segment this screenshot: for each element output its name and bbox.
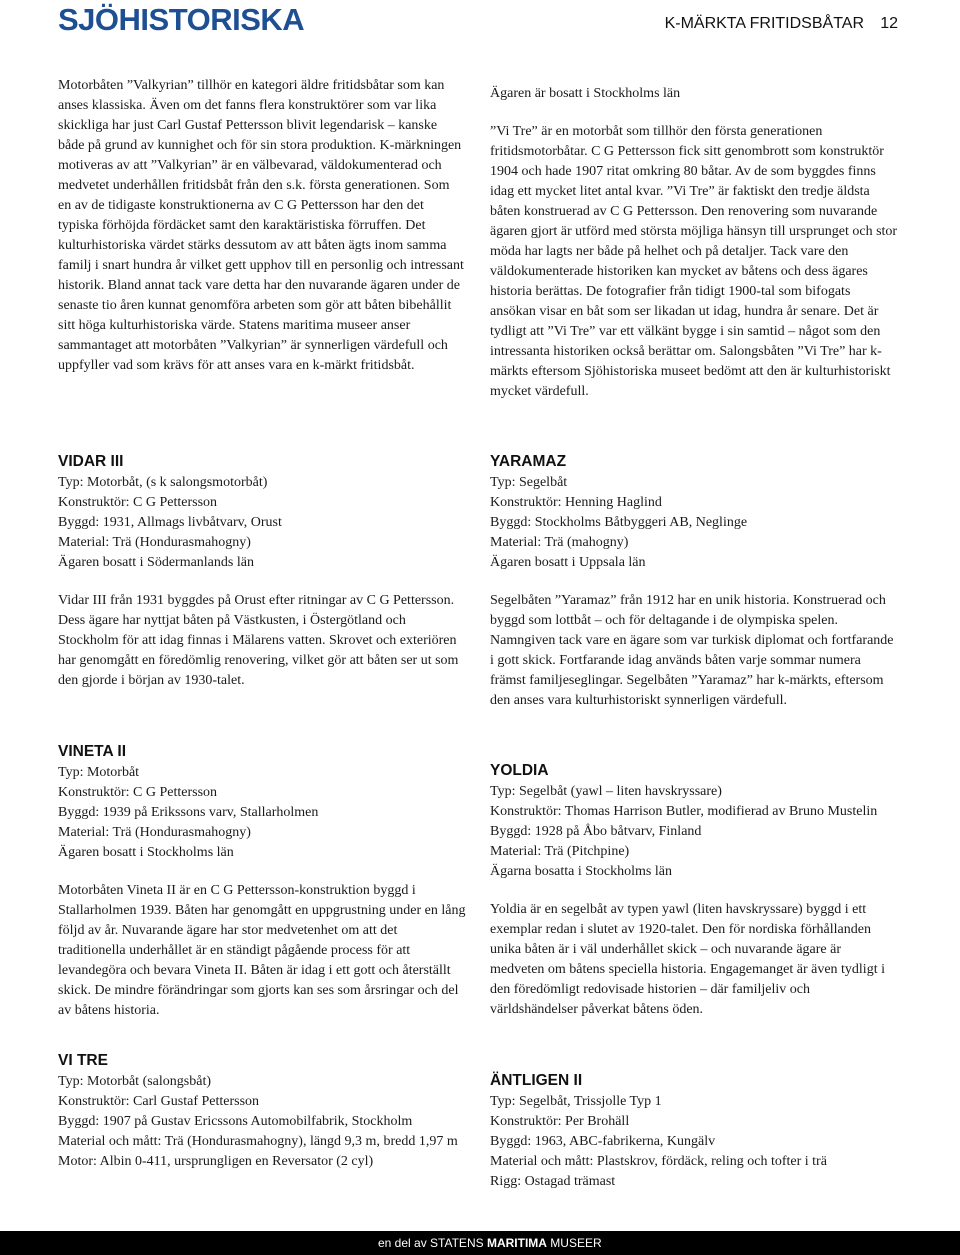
boat-fact: Konstruktör: C G Pettersson bbox=[58, 495, 218, 510]
boat-name: ÄNTLIGEN II bbox=[490, 1072, 583, 1089]
boat-yoldia bbox=[490, 761, 898, 1020]
boat-fact: Material: Trä (Pitchpine) bbox=[490, 844, 630, 859]
boat-description: Vidar III från 1931 byggdes på Orust efter ritningar av C G Pettersson. Dess ägare har nyttjat båten på Västkusten, i Östergötland och Stockholm för att idag finnas i Mälarens vatten. Skrovet och exteriören har genomgått en föredömlig renovering, vilket gör att båten ser ut som den gjorde i början av 1930-talet. bbox=[58, 593, 459, 688]
boat-name: YARAMAZ bbox=[490, 453, 567, 470]
boat-name: VI TRE bbox=[58, 1052, 108, 1069]
boat-fact: Konstruktör: C G Pettersson bbox=[58, 785, 218, 800]
boat-fact: Ägaren bosatt i Uppsala län bbox=[490, 555, 646, 570]
footer-credit bbox=[378, 1236, 602, 1250]
boat-fact: Byggd: 1931, Allmags livbåtvarv, Orust bbox=[58, 515, 282, 530]
boat-fact: Konstruktör: Thomas Harrison Butler, modifierad av Bruno Mustelin bbox=[490, 804, 878, 819]
boat-fact: Konstruktör: Per Brohäll bbox=[490, 1114, 630, 1129]
footer-prefix: en del av bbox=[378, 1236, 431, 1250]
boat-vidar-iii bbox=[58, 452, 466, 691]
footer-org-maritima: MARITIMA bbox=[486, 1236, 547, 1250]
boat-description: Yoldia är en segelbåt av typen yawl (liten havskryssare) byggd i ett exemplar redan i slutet av 1920-talet. Den för nordiska förhållanden unika båten är i väl underhållet skick – och nuvarande ägare är medveten om båtens speciella historia. Engagemanget är även tydligt i den föredömligt redovisade historien – där familjeliv och världshändelser påverkat båtens öden. bbox=[490, 902, 885, 1017]
boat-fact: Ägaren bosatt i Södermanlands län bbox=[58, 555, 254, 570]
boat-vi-tre bbox=[58, 1051, 466, 1172]
page-footer bbox=[0, 1231, 960, 1255]
intro-left-column bbox=[58, 76, 466, 376]
intro-paragraph: Motorbåten ”Valkyrian” tillhör en kategori äldre fritidsbåtar som kan anses klassiska. Även om det fanns flera konstruktörer som var lika skickliga har just Carl Gustaf Pettersson blivit legendarisk – kanske både på grund av kunnighet och för sin stora produktion. K-märkningen motiveras av att ”Valkyrian” är en välbevarad, väldokumenterad och medvetet underhållen fritidsbåt från den s.k. första generationen. Som en av de tidigaste konstruktionerna av C G Pettersson har den det typiska förhöjda fördäcket samt den karaktäristiska förruffen. Det kulturhistoriska värdet stärks dessutom av att båten ägts inom samma familj i snart hundra år vilket gett upphov till en personlig och intressant historik. Bland annat tack vare detta har den nuvarande ägaren under de senaste tio åren kunnat genomföra arbeten som gör att båten bibehållit sitt höga kulturhistoriska värde. Statens maritima museer anser sammantaget att motorbåten ”Valkyrian” är synnerligen värdefull och uppfyller vad som krävs för att anses vara en k-märkt fritidsbåt. bbox=[58, 78, 464, 373]
boat-fact: Rigg: Ostagad trämast bbox=[490, 1174, 616, 1189]
boat-fact: Konstruktör: Henning Haglind bbox=[490, 495, 662, 510]
boat-fact: Typ: Motorbåt, (s k salongsmotorbåt) bbox=[58, 475, 268, 490]
intro-right-column bbox=[490, 84, 898, 402]
boat-name: VINETA II bbox=[58, 743, 127, 760]
boat-name: YOLDIA bbox=[490, 762, 549, 779]
footer-org-statens: STATENS bbox=[430, 1236, 487, 1250]
boat-vineta-ii bbox=[58, 742, 466, 1021]
boat-name: VIDAR III bbox=[58, 453, 124, 470]
owner-line: Ägaren är bosatt i Stockholms län bbox=[490, 86, 681, 101]
logo: SJÖHISTORISKA bbox=[58, 2, 305, 37]
boat-fact: Byggd: 1907 på Gustav Ericssons Automobilfabrik, Stockholm bbox=[58, 1114, 413, 1129]
intro-paragraph: ”Vi Tre” är en motorbåt som tillhör den första generationen fritidsmotorbåtar. C G Pettersson fick sitt genombrott som konstruktör 1904 och hade 1907 ritat omkring 80 båtar. Av de som byggdes finns idag ett mycket litet antal kvar. ”Vi Tre” är faktiskt den tredje äldsta båten konstruerad av C G Pettersson. Den renovering som nuvarande ägaren gjort är utförd med största möjliga hänsyn till ursprunget och stor möda har lagts ner både på helhet och på detaljer. Tack vare den väldokumenterade historiken kan mycket av båtens och dess ägares historia berättas. De fotografier från tidigt 1900-tal som bifogats ansökan visar en båt som ser likadan ut idag, hundra år senare. Det är tydligt att ”Vi Tre” var ett välkänt bygge i sin samtid – något som den intressanta historiken också berättar om. Salongsbåten ”Vi Tre” har k-märkts eftersom Sjöhistoriska museet bedömt att den är kulturhistoriskt mycket värdefull. bbox=[490, 124, 898, 399]
boat-fact: Material: Trä (Hondurasmahogny) bbox=[58, 825, 251, 840]
boat-fact: Motor: Albin 0-411, ursprungligen en Reversator (2 cyl) bbox=[58, 1154, 374, 1169]
boat-fact: Byggd: 1928 på Åbo båtvarv, Finland bbox=[490, 824, 702, 839]
page-number: 12 bbox=[880, 15, 898, 32]
boat-fact: Typ: Segelbåt bbox=[490, 475, 568, 490]
footer-org-museer: MUSEER bbox=[546, 1236, 602, 1250]
boat-fact: Material: Trä (Hondurasmahogny) bbox=[58, 535, 251, 550]
boat-yaramaz bbox=[490, 452, 898, 711]
boat-fact: Byggd: 1963, ABC-fabrikerna, Kungälv bbox=[490, 1134, 716, 1149]
boat-fact: Material och mått: Plastskrov, fördäck, reling och tofter i trä bbox=[490, 1154, 827, 1169]
boat-fact: Ägarna bosatta i Stockholms län bbox=[490, 864, 672, 879]
boat-fact: Byggd: 1939 på Erikssons varv, Stallarholmen bbox=[58, 805, 319, 820]
boat-fact: Material och mått: Trä (Hondurasmahogny), längd 9,3 m, bredd 1,97 m bbox=[58, 1134, 458, 1149]
page-header bbox=[0, 0, 960, 52]
boat-fact: Byggd: Stockholms Båtbyggeri AB, Neglinge bbox=[490, 515, 748, 530]
boat-fact: Typ: Motorbåt (salongsbåt) bbox=[58, 1074, 211, 1089]
boat-fact: Typ: Segelbåt, Trissjolle Typ 1 bbox=[490, 1094, 662, 1109]
boat-fact: Ägaren bosatt i Stockholms län bbox=[58, 845, 234, 860]
boat-fact: Typ: Motorbåt bbox=[58, 765, 140, 780]
boat-fact: Material: Trä (mahogny) bbox=[490, 535, 629, 550]
boat-description: Motorbåten Vineta II är en C G Pettersson-konstruktion byggd i Stallarholmen 1939. Båten har genomgått en uppgrustning under en lång följd av år. Nuvarande ägare har stor medvetenhet om att det traditionella underhållet är en ständigt pågående process för att levandegöra och bevara Vineta II. Båten är idag i ett gott och återställt skick. De mindre förändringar som gjorts kan ses som årsringar och del av båtens historia. bbox=[58, 883, 466, 1018]
boat-fact: Konstruktör: Carl Gustaf Pettersson bbox=[58, 1094, 260, 1109]
boat-fact: Typ: Segelbåt (yawl – liten havskryssare) bbox=[490, 784, 722, 799]
boat-antligen-ii bbox=[490, 1071, 898, 1192]
section-title: K-MÄRKTA FRITIDSBÅTAR bbox=[664, 15, 864, 32]
boat-description: Segelbåten ”Yaramaz” från 1912 har en unik historia. Konstruerad och byggd som lottbåt – och för deltagande i de olympiska spelen. Namngiven tack vare en ägare som var turkisk diplomat och fortfarande i gott skick. Fortfarande idag används båten varje sommar numera främst familjeseglingar. Segelbåten ”Yaramaz” har k-märkts, eftersom den anses vara kulturhistoriskt synnerligen värdefull. bbox=[490, 593, 894, 708]
